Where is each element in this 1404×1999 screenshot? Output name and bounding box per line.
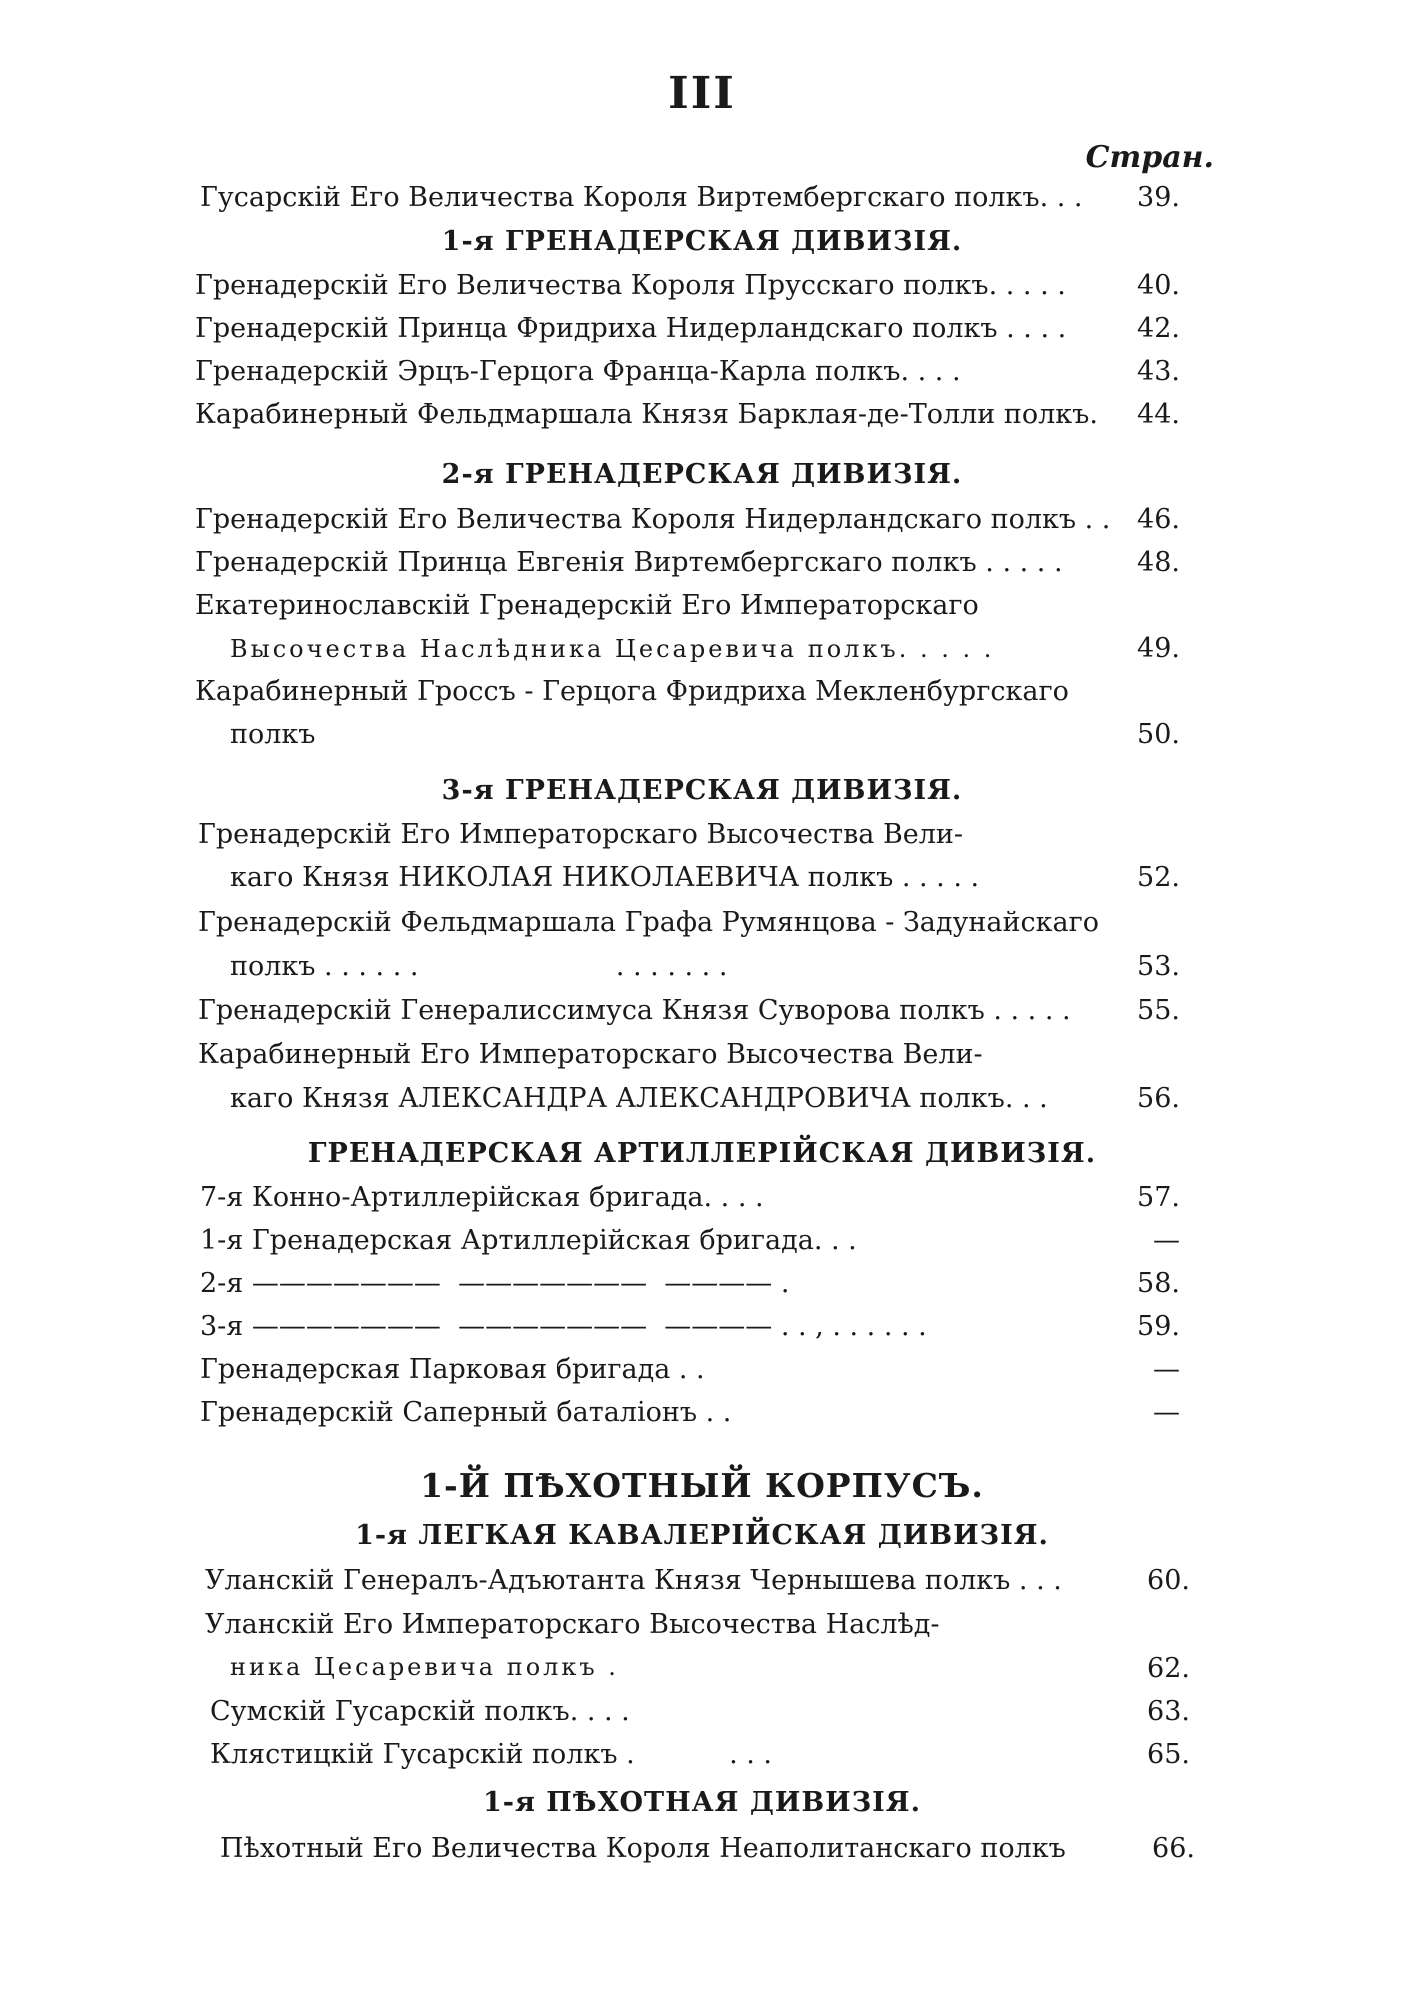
toc-entry: Гренадерскій Принца Евгенія Виртембергскаго полкъ . . . . . [195,547,1063,578]
toc-entry: Клястицкій Гусарскій полкъ . . . . [210,1739,773,1770]
toc-entry: Гренадерская Парковая бригада . . [200,1354,705,1385]
toc-page: — [1153,1225,1180,1256]
toc-entry: Гренадерскій Фельдмаршала Графа Румянцова - Задунайскаго [198,907,1099,938]
toc-page: 60. [1147,1565,1190,1596]
toc-page: 62. [1147,1653,1190,1684]
toc-page: 65. [1147,1739,1190,1770]
toc-entry: 2-я ——————— ——————— ———— . [200,1268,790,1299]
toc-page: 66. [1152,1833,1195,1864]
toc-entry: Карабинерный Его Императорскаго Высочества Вели- [198,1039,983,1070]
division-heading: 1-я ЛЕГКАЯ КАВАЛЕРІЙСКАЯ ДИВИЗІЯ. [355,1520,1049,1551]
toc-page: 48. [1137,547,1180,578]
toc-entry-continuation: каго Князя АЛЕКСАНДРА АЛЕКСАНДРОВИЧА полкъ. . . [230,1083,1048,1114]
toc-page: 44. [1137,399,1180,430]
toc-page: 46. [1137,504,1180,535]
toc-entry-continuation: полкъ [230,719,316,750]
toc-page: 56. [1137,1083,1180,1114]
toc-page: 63. [1147,1696,1190,1727]
toc-entry: Карабинерный Фельдмаршала Князя Барклая-де-Толли полкъ. [195,399,1098,430]
toc-entry-continuation: полкъ . . . . . . . . . . . . . [230,951,728,982]
toc-entry: Карабинерный Гроссъ - Герцога Фридриха Мекленбургскаго [195,676,1069,707]
toc-page: 58. [1137,1268,1180,1299]
column-header-pages: Стран. [1085,140,1214,175]
toc-page: 49. [1137,633,1180,664]
toc-entry: Гусарскій Его Величества Короля Виртембергскаго полкъ. . . [200,182,1083,213]
division-heading: 1-я ПѢХОТНАЯ ДИВИЗІЯ. [482,1787,922,1818]
toc-page: — [1153,1397,1180,1428]
toc-entry: 1-я Гренадерская Артиллерійская бригада. . . [200,1225,857,1256]
toc-page: 57. [1137,1182,1180,1213]
toc-entry: 3-я ——————— ——————— ———— . . , . . . . . . [200,1311,927,1342]
toc-page: 55. [1137,995,1180,1026]
division-heading: 1-я ГРЕНАДЕРСКАЯ ДИВИЗІЯ. [441,226,963,257]
toc-page: 43. [1137,356,1180,387]
toc-entry: Сумскій Гусарскій полкъ. . . . [210,1696,630,1727]
toc-page: 52. [1137,862,1180,893]
toc-entry: Гренадерскій Генералиссимуса Князя Суворова полкъ . . . . . [198,995,1071,1026]
toc-entry: Екатеринославскій Гренадерскій Его Императорскаго [195,590,979,621]
toc-page: — [1153,1354,1180,1385]
corps-heading: 1-Й ПѢХОТНЫЙ КОРПУСЪ. [420,1466,984,1505]
division-heading: 3-я ГРЕНАДЕРСКАЯ ДИВИЗІЯ. [441,775,963,806]
toc-entry: Гренадерскій Принца Фридриха Нидерландскаго полкъ . . . . [195,313,1067,344]
toc-page: 39. [1137,182,1180,213]
toc-entry-continuation: ника Цесаревича полкъ . [230,1653,619,1681]
toc-entry: Уланскій Генералъ-Адъютанта Князя Чернышева полкъ . . . [205,1565,1062,1596]
toc-entry: Гренадерскій Его Величества Короля Прусскаго полкъ. . . . . [195,270,1066,301]
toc-page: 42. [1137,313,1180,344]
toc-page: 59. [1137,1311,1180,1342]
toc-page: 40. [1137,270,1180,301]
division-heading: 2-я ГРЕНАДЕРСКАЯ ДИВИЗІЯ. [441,459,963,490]
toc-entry: Гренадерскій Его Императорскаго Высочества Вели- [198,819,964,850]
toc-entry: Гренадерскій Саперный баталіонъ . . [200,1397,732,1428]
division-heading: ГРЕНАДЕРСКАЯ АРТИЛЛЕРІЙСКАЯ ДИВИЗІЯ. [307,1138,1097,1169]
toc-entry: Гренадерскій Его Величества Короля Нидерландскаго полкъ . . [195,504,1111,535]
toc-entry-continuation: Высочества Наслѣдника Цесаревича полкъ. . . . . [230,635,995,663]
toc-entry: 7-я Конно-Артиллерійская бригада. . . . [200,1182,764,1213]
toc-entry: Пѣхотный Его Величества Короля Неаполитанскаго полкъ [220,1833,1066,1864]
toc-page: 50. [1137,719,1180,750]
toc-entry: Уланскій Его Императорскаго Высочества Наслѣд- [205,1609,940,1640]
toc-entry-continuation: каго Князя НИКОЛАЯ НИКОЛАЕВИЧА полкъ . . . . . [230,862,980,893]
page-number: III [668,68,736,119]
toc-page: 53. [1137,951,1180,982]
toc-entry: Гренадерскій Эрцъ-Герцога Франца-Карла полкъ. . . . [195,356,961,387]
